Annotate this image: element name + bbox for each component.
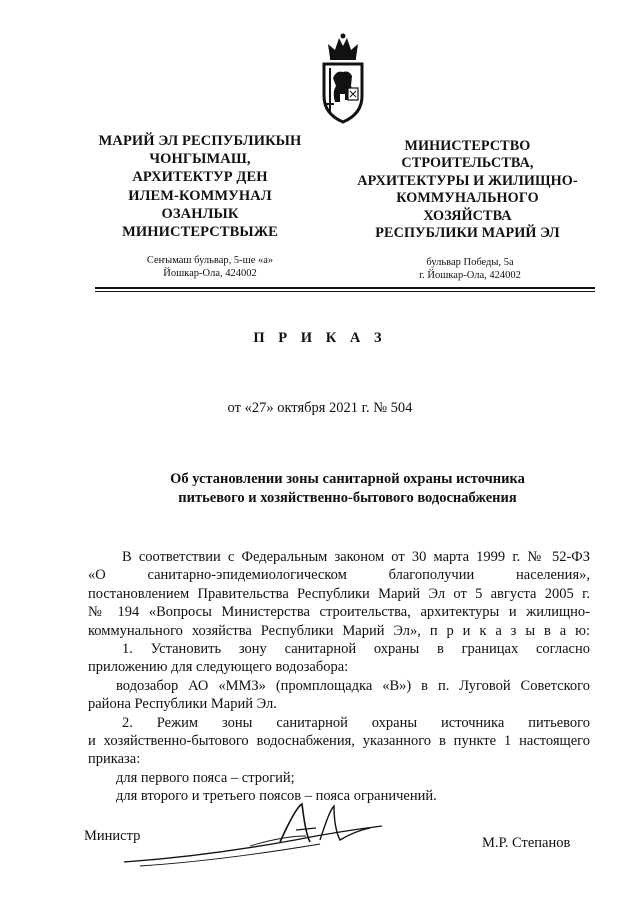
- header-right-line: КОММУНАЛЬНОГО: [396, 190, 539, 207]
- body-line: коммунального хозяйства Республики Марий Эл», п р и к а з ы в а ю:: [88, 622, 590, 639]
- address-left-line: Сеҥымаш бульвар, 5-ше «а»: [146, 255, 274, 266]
- header-divider-thick: [95, 287, 595, 289]
- body-line: В соответствии с Федеральным законом от 30 марта 1999 г. № 52-ФЗ: [122, 549, 590, 565]
- body-line: для второго и третьего поясов – пояса ограничений.: [116, 788, 437, 805]
- header-right-line: РЕСПУБЛИКИ МАРИЙ ЭЛ: [375, 225, 560, 242]
- body-line: «О санитарно-эпидемиологическом благополучии населения»,: [88, 567, 590, 584]
- order-subject-line: питьевого и хозяйственно-бытового водоснабжения: [178, 490, 517, 506]
- address-left: [120, 254, 300, 280]
- order-subject-line: Об установлении зоны санитарной охраны источника: [170, 471, 525, 487]
- body-line: приложению для следующего водозабора:: [88, 659, 349, 676]
- header-left-line: ОЗАНЛЫК: [161, 205, 239, 222]
- coat-of-arms-emblem: [318, 30, 368, 126]
- signatory-name: М.Р. Степанов: [482, 835, 571, 851]
- order-title: П Р И К А З: [253, 330, 387, 346]
- header-left-line: АРХИТЕКТУР ДЕН: [132, 169, 268, 186]
- header-left-line: ЧОНГЫМАШ,: [149, 151, 251, 168]
- header-left-ministry-name-mari: [90, 132, 310, 241]
- body-line: № 194 «Вопросы Министерства строительства, архитектуры и жилищно-: [88, 604, 590, 621]
- header-right-ministry-name-russian: [340, 138, 595, 242]
- body-line: постановлением Правительства Республики Марий Эл от 5 августа 2005 г.: [88, 585, 590, 602]
- body-line: района Республики Марий Эл.: [88, 696, 277, 713]
- header-right-line: ХОЗЯЙСТВА: [423, 207, 512, 224]
- body-line-item-1: 1. Установить зону санитарной охраны в границах согласно: [122, 641, 590, 658]
- address-right-line: г. Йошкар-Ола, 424002: [419, 270, 521, 281]
- body-line: приказа:: [88, 751, 141, 768]
- body-line: и хозяйственно-бытового водоснабжения, указанного в пункте 1 настоящего: [88, 733, 590, 750]
- handwritten-signature: [120, 800, 500, 870]
- header-right-line: СТРОИТЕЛЬСТВА,: [401, 155, 534, 172]
- header-right-line: МИНИСТЕРСТВО: [404, 138, 531, 154]
- address-right: [390, 256, 550, 282]
- signatory-position: Министр: [84, 828, 141, 844]
- body-line: для первого пояса – строгий;: [116, 769, 295, 786]
- header-left-line: МИНИСТЕРСТВЫЖЕ: [122, 224, 278, 241]
- address-right-line: бульвар Победы, 5а: [426, 257, 514, 268]
- header-left-line: МАРИЙ ЭЛ РЕСПУБЛИКЫН: [98, 133, 302, 149]
- order-subject: [120, 470, 575, 508]
- body-line: водозабор АО «ММЗ» (промплощадка «В») в п. Луговой Советского: [116, 677, 590, 694]
- header-divider-thin: [95, 291, 595, 292]
- address-left-line: Йошкар-Ола, 424002: [163, 268, 257, 279]
- header-left-line: ИЛЕМ-КОММУНАЛ: [128, 187, 272, 204]
- header-right-line: АРХИТЕКТУРЫ И ЖИЛИЩНО-: [357, 172, 578, 189]
- body-line-item-2: 2. Режим зоны санитарной охраны источника питьевого: [122, 714, 590, 731]
- order-body: [88, 548, 590, 806]
- order-date-number: от «27» октября 2021 г. № 504: [227, 400, 413, 416]
